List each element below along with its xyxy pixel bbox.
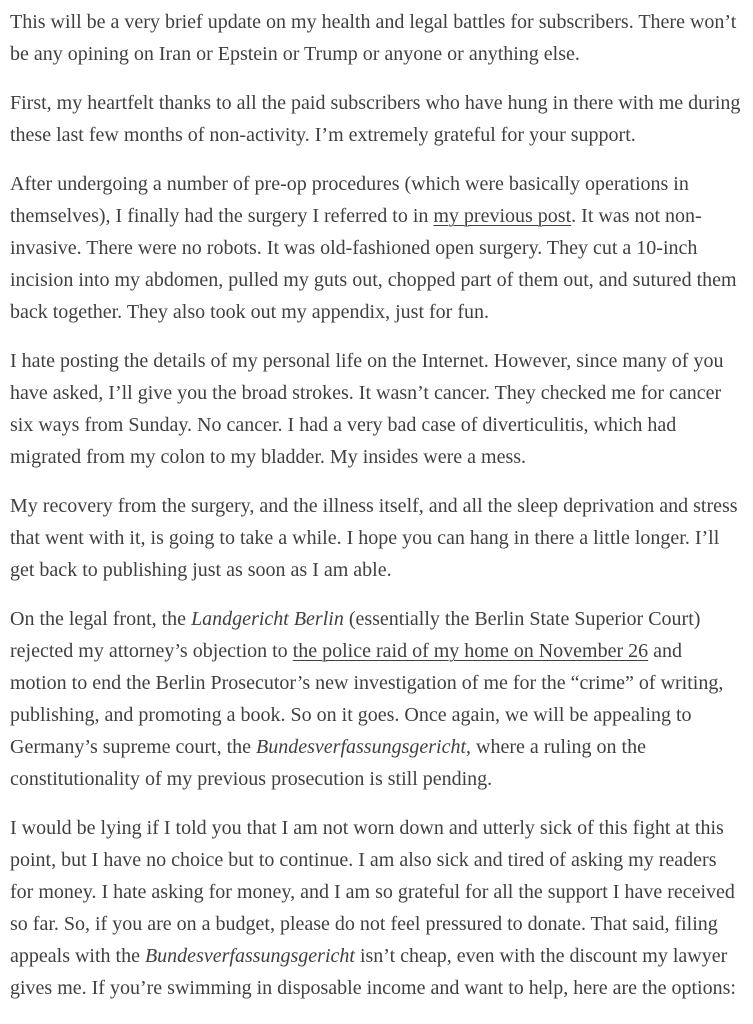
paragraph	[10, 603, 743, 795]
text-run: My recovery from the surgery, and the illness itself, and all the sleep deprivation and stress that went with it, is going to take a while. I hope you can hang in there a little longer. I’ll get back to publishing just as soon as I am able.	[10, 495, 738, 581]
paragraph	[10, 812, 743, 1004]
inline-link[interactable]: my previous post	[433, 205, 572, 227]
text-run: After undergoing a number of pre-op procedures (which were basically operations in themselves), I finally had the surgery I referred to in	[10, 173, 689, 227]
italic-text: Bundesverfassungsgericht	[256, 736, 467, 758]
text-run: First, my heartfelt thanks to all the paid subscribers who have hung in there with me during these last few months of non-activity. I’m extremely grateful for your support.	[10, 92, 741, 146]
paragraph	[10, 168, 743, 328]
italic-text: Landgericht Berlin	[191, 608, 344, 630]
paragraph	[10, 345, 743, 473]
text-run: I would be lying if I told you that I am not worn down and utterly sick of this fight at this point, but I have no choice but to continue. I am also sick and tired of asking my readers for money. I hate asking for money, and I am so grateful for all the support I have received so far. So, if you are on a budget, please do not feel pressured to donate. That said, filing appeals with the	[10, 817, 735, 967]
text-run: (essentially the Berlin State Superior Court) rejected my attorney’s objection to	[10, 608, 701, 662]
text-run: isn’t cheap, even with the discount my lawyer gives me. If you’re swimming in disposable income and want to help, here are the options:	[10, 945, 736, 999]
text-run: On the legal front, the	[10, 608, 192, 630]
inline-link[interactable]: the police raid of my home on November 26	[292, 640, 649, 662]
italic-text: Bundesverfassungsgericht	[144, 945, 355, 967]
text-run: . It was not non-invasive. There were no robots. It was old-fashioned open surgery. They cut a 10-inch incision into my abdomen, pulled my guts out, chopped part of them out, and sutured them back together. They also took out my appendix, just for fun.	[10, 205, 737, 323]
paragraph	[10, 6, 743, 70]
text-run: , where a ruling on the constitutionality of my previous prosecution is still pending.	[10, 736, 646, 790]
text-run: and motion to end the Berlin Prosecutor’s new investigation of me for the “crime” of writing, publishing, and promoting a book. So on it goes. Once again, we will be appealing to Germany’s supreme court, the	[10, 640, 724, 758]
paragraph	[10, 490, 743, 586]
text-run: This will be a very brief update on my health and legal battles for subscribers. There won’t be any opining on Iran or Epstein or Trump or anyone or anything else.	[10, 11, 737, 65]
text-run: I hate posting the details of my personal life on the Internet. However, since many of you have asked, I’ll give you the broad strokes. It wasn’t cancer. They checked me for cancer six ways from Sunday. No cancer. I had a very bad case of diverticulitis, which had migrated from my colon to my bladder. My insides were a mess.	[10, 350, 724, 468]
paragraph	[10, 87, 743, 151]
